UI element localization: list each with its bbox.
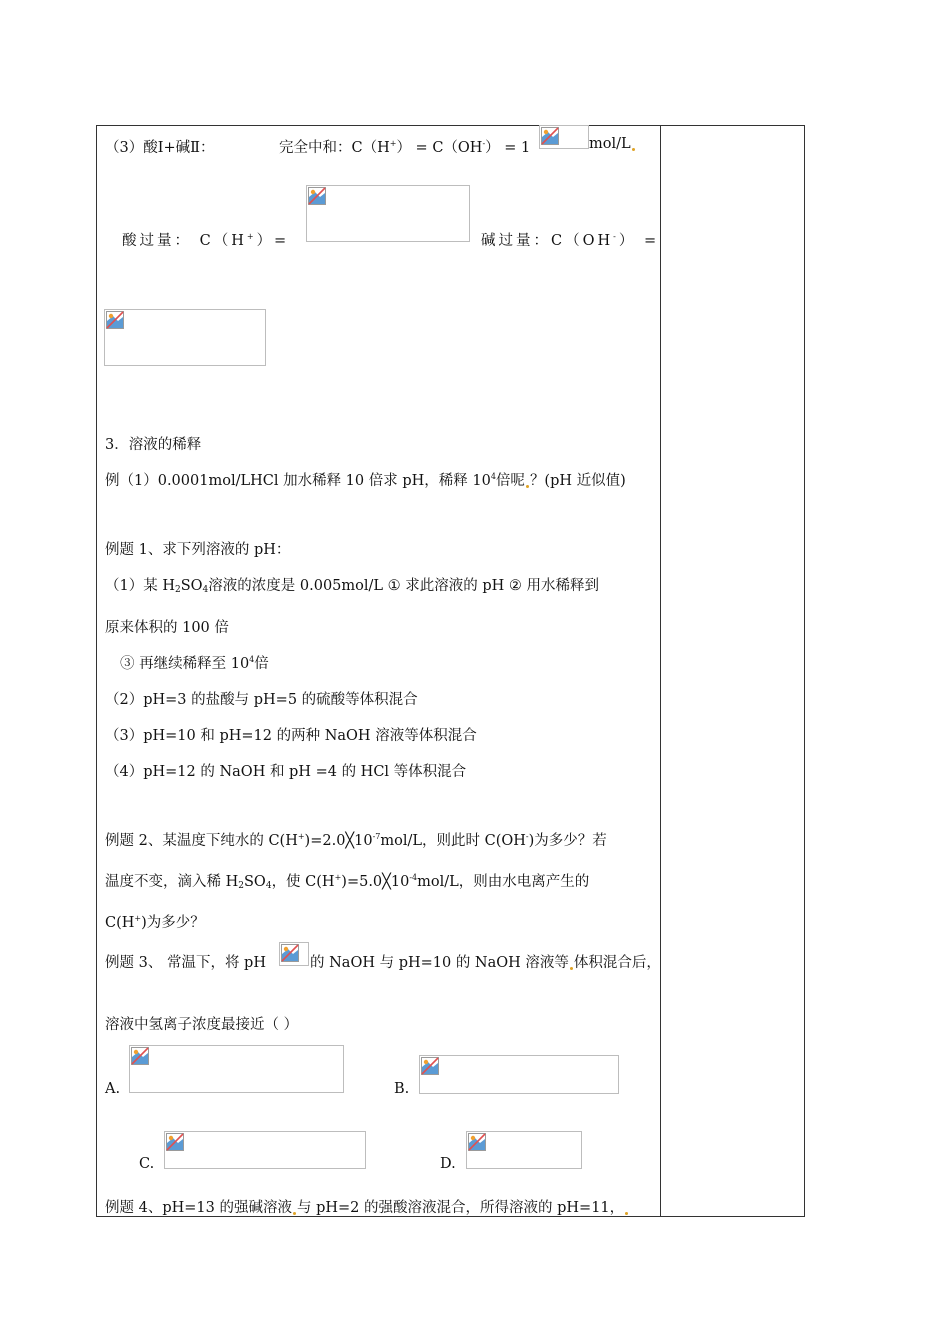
example2-line2: 温度不变，滴入稀 $H_2SO_4$，使 $C(H^+)=5.0╳10^{-4}mol/L$，则由水电离产生的	[105, 873, 590, 891]
broken-image-icon	[131, 1047, 149, 1065]
acid-excess-line: 酸过量： C（H+）=	[122, 232, 290, 249]
formula-image	[539, 125, 589, 149]
option-c-label: C.	[139, 1156, 155, 1172]
broken-image-icon	[421, 1057, 439, 1075]
marker-dot	[293, 1212, 296, 1215]
example1-item1: （1）某 $H_2SO_4$溶液的浓度是 0.005mol/L ① 求此溶液的 pH ② 用水稀释到	[105, 578, 600, 595]
option-b-label: B.	[394, 1081, 410, 1097]
option-a-label: A.	[105, 1081, 121, 1097]
example3-line1b: 的 NaOH 与 pH=10 的 NaOH 溶液等 体积混合后，	[310, 955, 661, 971]
broken-image-icon	[281, 944, 299, 962]
broken-image-icon	[541, 127, 559, 145]
formula-image	[306, 185, 470, 242]
example1-item2: （2）pH=3 的盐酸与 pH=5 的硫酸等体积混合	[105, 692, 418, 708]
example1-item4: （4）pH=12 的 NaOH 和 pH =4 的 HCl 等体积混合	[105, 764, 467, 780]
column-divider	[660, 125, 661, 1217]
example3-line1a: 例题 3、 常温下，将 pH	[105, 955, 266, 971]
neutral-unit-line: mol/L	[589, 136, 636, 152]
dilution-example: 例（1）0.0001mol/LHCl 加水稀释 10 倍求 pH，稀释 $10^4$倍呢 ？(pH 近似值)	[105, 472, 626, 489]
marker-dot	[632, 148, 635, 151]
formula-image	[104, 309, 266, 366]
example2-line1: 例题 2、某温度下纯水的 $C(H^+)=2.0╳10^{-7}mol/L$，则此时 C(OH-)为多少？若	[105, 832, 607, 849]
example1-item3: （3）pH=10 和 pH=12 的两种 NaOH 溶液等体积混合	[105, 728, 477, 744]
example4-line1: 例题 4、pH=13 的强碱溶液 与 pH=2 的强酸溶液混合，所得溶液的 pH=11，	[105, 1196, 629, 1217]
formula-image	[279, 942, 309, 966]
marker-dot	[526, 485, 529, 488]
acid-base-label: （3）酸Ⅰ+碱Ⅱ：	[105, 140, 215, 156]
example3-line2: 溶液中氢离子浓度最接近（ ）	[105, 1017, 299, 1033]
example1-title: 例题 1、求下列溶液的 pH：	[105, 542, 291, 558]
example1-item1-step3: ③ 再继续稀释至 $10^4$倍	[120, 655, 269, 672]
neutralization-line: 完全中和：C（H+） = C（OH-） = 1	[279, 139, 531, 156]
marker-dot	[625, 1212, 628, 1215]
acid-base-line	[105, 136, 214, 157]
base-excess-line: 碱过量：C（OH-） =	[481, 232, 660, 249]
marker-dot	[570, 967, 573, 970]
broken-image-icon	[468, 1133, 486, 1151]
option-c-image	[164, 1131, 366, 1169]
broken-image-icon	[106, 311, 124, 329]
option-d-image	[466, 1131, 582, 1169]
broken-image-icon	[308, 187, 326, 205]
example2-line3: C(H+)为多少？	[105, 914, 205, 931]
option-b-image	[419, 1055, 619, 1094]
broken-image-icon	[166, 1133, 184, 1151]
example1-item1-cont: 原来体积的 100 倍	[105, 620, 229, 636]
option-a-image	[129, 1045, 344, 1093]
dilution-heading: 3．溶液的稀释	[105, 437, 202, 453]
option-d-label: D.	[440, 1156, 456, 1172]
